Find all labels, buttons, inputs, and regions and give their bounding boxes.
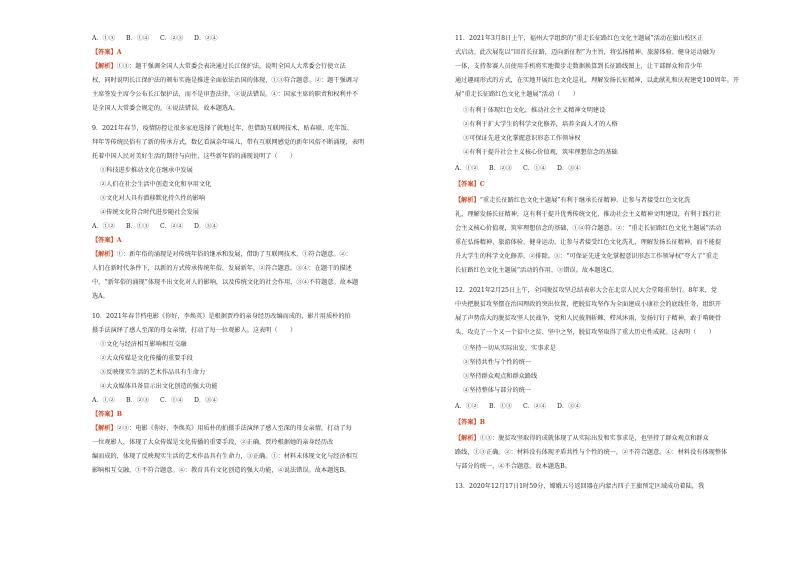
q10-answer: 【答案】B	[92, 411, 122, 418]
q9-stem: 拜年等传统民俗有了新的传承方式，数亿看演杂年味儿，带有互联网感觉的新年风俗不断涌现，表明	[92, 139, 365, 146]
q10-choices	[92, 396, 432, 405]
q10-explanation-line	[92, 424, 432, 433]
q11-option: ③可保证先进文化掌握意识形态工作领导权	[463, 135, 581, 142]
q11-explanation-line: 升大学生的科学文化修养，②排除。③：“可保证先进文化掌握意识形态工作领导权”夸大了“重走	[455, 253, 719, 260]
q12-option: ③坚持群众观点和群众路线	[463, 373, 538, 380]
q11-option: ④有利于提升社会主义核心价值观，筑牢理想信念的基础	[463, 149, 618, 156]
q8-answer: 【答案】A	[92, 49, 122, 56]
q12-option: ④坚持整体与部分的统一	[463, 387, 532, 394]
q9-answer: 【答案】A	[92, 237, 122, 244]
text: ①③：脱贫攻坚取得的成就体现了从实际出发和实事求是，也坚持了群众观点和群众	[479, 435, 709, 442]
q12-stem: 12．2021年2月25日上午，全国脱贫攻坚总结表彰大会在北京人民大会堂隆重举行。8年来，党	[455, 287, 718, 294]
q9-option: ①科技进步推动文化在继承中发展	[100, 167, 193, 174]
choice: C．①④	[160, 397, 184, 404]
q9-option: ③文化对人具有潜移默化持久性的影响	[100, 195, 206, 202]
q11-option: ②有利于扩大学生的科学文化修养，培养全面人才的人格	[463, 121, 618, 128]
q9-option: ②人们在社会生活中创造文化和享用文化	[100, 181, 212, 188]
q11-stem: 11．2021年3月8日上午，福州大学组织的“重走长征路红色文化主题展”活动在旗山校区正	[455, 35, 704, 42]
q9-choices	[92, 222, 432, 231]
q13-stem: 13．2020年12月17日1时59分，嫦娥五号返回器在内蒙古四子王旗预定区域成功着陆，我	[455, 483, 705, 490]
q10-option: ①文化与经济相互影响相互交融	[100, 341, 187, 348]
text: “重走长征路红色文化主题展”有利于继承长征精神、让参与者接受红色文化洗	[479, 197, 691, 204]
q8-explanation-line: 主席签发主席令公布长江保护法，而不是审查法律，②说法错误。④：国家主席的职责和权利并不	[92, 91, 359, 98]
q9-explanation-line: 中，“新年俗的涌现”体现不出文化对人的影响，以及传统文化的社会作用，③④不符题意。故本题	[92, 279, 359, 286]
explanation-label: 【解析】	[92, 251, 117, 258]
choice: C．②③	[160, 35, 184, 42]
q9-stem: 9．2021年春节，疫情防控让很多家庭选择了就地过年，但借助互联网技术，贴春联、吃年饭、	[92, 125, 353, 132]
choice: D．②④	[194, 35, 218, 42]
q9-option: ④传统文化符合时代进步随社会发展	[100, 209, 199, 216]
choice: A．①②	[92, 223, 116, 230]
q9-explanation-line: 人们在新时代条件下，以新的方式传承传统年俗，发展新年，②符合题意。③④：在题干的描述	[92, 265, 352, 272]
q11-answer: 【答案】C	[455, 181, 485, 188]
choice: C．②④	[523, 403, 547, 410]
q12-answer: 【答案】B	[455, 419, 485, 426]
choice: A．①②	[92, 397, 116, 404]
q12-option: ①坚持一切从实际出发，实事求是	[463, 345, 556, 352]
q12-stem: 头，攻克了一个又一个贫中之贫、坚中之坚，脱贫攻坚取得了重大历史性成就。这表明（ ）	[455, 329, 715, 336]
q10-explanation-line: 编而成的，体现了反映现实生活的艺术作品具有生命力，③正确。①：材料未体现文化与经济相互	[92, 453, 359, 460]
q11-option: ①有利于体现红色文化，推动社会主义精神文明建设	[463, 107, 606, 114]
q12-explanation-line: 与部分的统一，④不合题意。故本题选B。	[455, 463, 571, 470]
q11-explanation-line: 会主义核心价值观，筑牢理想信念的基础，①④符合题意。②：“重走长征路红色文化主题展”活动	[455, 225, 722, 232]
q12-stem: 展了声势浩大的脱贫攻坚人民战争，党和人民披荆斩棘、栉风沐雨，发扬钉钉子精神，敢于啃硬骨	[455, 315, 722, 322]
explanation-label: 【解析】	[92, 425, 117, 432]
text: ①：新年俗的涌现是对传统年俗的继承和发展，借助了互联网技术，①符合题意。②：	[116, 251, 352, 258]
explanation-label: 【解析】	[455, 197, 480, 204]
choice: C．②④	[160, 223, 184, 230]
q8-explanation-line: 是全国人大常委会规定的，④说法错误。故本题选A。	[92, 105, 239, 112]
q8-choices	[92, 34, 432, 43]
q9-stem: 托着中国人民对美好生活的期待与向往，这些新年俗的涌现说明了（ ）	[92, 153, 297, 160]
q12-explanation-line	[455, 434, 794, 443]
q12-choices	[455, 402, 794, 411]
choice: C．①④	[523, 165, 547, 172]
q11-stem: 通过趣闻形式的方式，在实地开展红色文化巡礼，理解发扬长征精神，以此献礼和庆祝建党100周年。开	[455, 77, 740, 84]
explanation-label: 【解析】	[92, 63, 117, 70]
q10-stem: 摄手法演绎了感人至深的母女亲情，打动了每一位观影人。这表明（ ）	[92, 327, 297, 334]
q10-option: ②大众传媒是文化传播的重要手段	[100, 355, 193, 362]
q11-stem: 式启动。此次展览以“回首长征路，迈向新征程”为主旨，将弘扬精神、旅游体验、健身运动融为	[455, 49, 716, 56]
choice: A．①②	[455, 165, 479, 172]
q8-explanation-line: 权，同时说明长江保护法的颁布实施是推进全面依法治国的体现，①③符合题意。②：题干强调习	[92, 77, 359, 84]
choice: B．②③	[126, 397, 150, 404]
choice: D．③④	[557, 403, 581, 410]
choice: B．①③	[126, 223, 150, 230]
q10-stem: 10．2021年春节档电影《你好，李焕英》是根据贾玲的亲身经历改编而成的，影片用质朴的拍	[92, 313, 351, 320]
choice: D．③④	[194, 397, 218, 404]
text: ②③：电影《你好，李焕英》用质朴的拍摄手法演绎了感人至深的母女亲情，打动了每	[116, 425, 352, 432]
q10-option: ④大众媒体具备显示出文化创造的强大功能	[100, 383, 218, 390]
choice: D．③④	[194, 223, 218, 230]
q8-explanation-line	[92, 62, 432, 71]
text: ①③：题干强调全国人大常委会表决通过长江保护法，说明全国人大常委会行使立法	[116, 63, 346, 70]
q11-stem: 一体，支持参赛人员使用手机将实地微步走数据换算到长征路线图上，让干部群众和青少年	[455, 63, 703, 70]
q9-explanation-line: 选A。	[92, 293, 109, 300]
q11-stem: 展“重走长征路红色文化主题展”活动（ ）	[455, 91, 579, 98]
q11-choices	[455, 164, 794, 173]
q11-explanation-line: 礼，理解发扬长征精神，这有利于提升优秀传统文化，推动社会主义精神文明建设，有利于践行社	[455, 211, 722, 218]
q12-option: ②坚持共性与个性的统一	[463, 359, 532, 366]
q11-explanation-line: 长征路红色文化主题展”活动的作用，③错误。故本题选C。	[455, 267, 618, 274]
q11-explanation-line: 重在弘扬精神、旅游体验、健身运动，让参与者接受红色文化洗礼，理解发扬长征精神，而不能提	[455, 239, 722, 246]
choice: A．①③	[92, 35, 116, 42]
choice: B．①④	[126, 35, 150, 42]
q10-explanation-line: 影响相互交融，①不符合题意。④：教育具有文化创造的强大功能，④说法错误。故本题选B。	[92, 467, 351, 474]
q12-explanation-line: 路线，①③正确。②：材料没有体现矛盾共性与个性的统一，②不符合题意。④：材料没有体现整体	[455, 449, 728, 456]
choice: B．②③	[489, 165, 513, 172]
q10-option: ③反映现实生活的艺术作品具有生命力	[100, 369, 206, 376]
choice: D．③④	[557, 165, 581, 172]
explanation-label: 【解析】	[455, 435, 480, 442]
choice: A．①②	[455, 403, 479, 410]
q11-explanation-line	[455, 196, 794, 205]
q12-stem: 中央把脱贫攻坚摆在治国理政的突出位置，把脱贫攻坚作为全面建成小康社会的底线任务，组织开	[455, 301, 722, 308]
choice: B．①③	[489, 403, 513, 410]
q10-explanation-line: 一位观影人，体现了大众传媒是文化传播的重要手段，②正确，贾玲根据她的亲身经历改	[92, 439, 334, 446]
q9-explanation-line	[92, 250, 432, 259]
